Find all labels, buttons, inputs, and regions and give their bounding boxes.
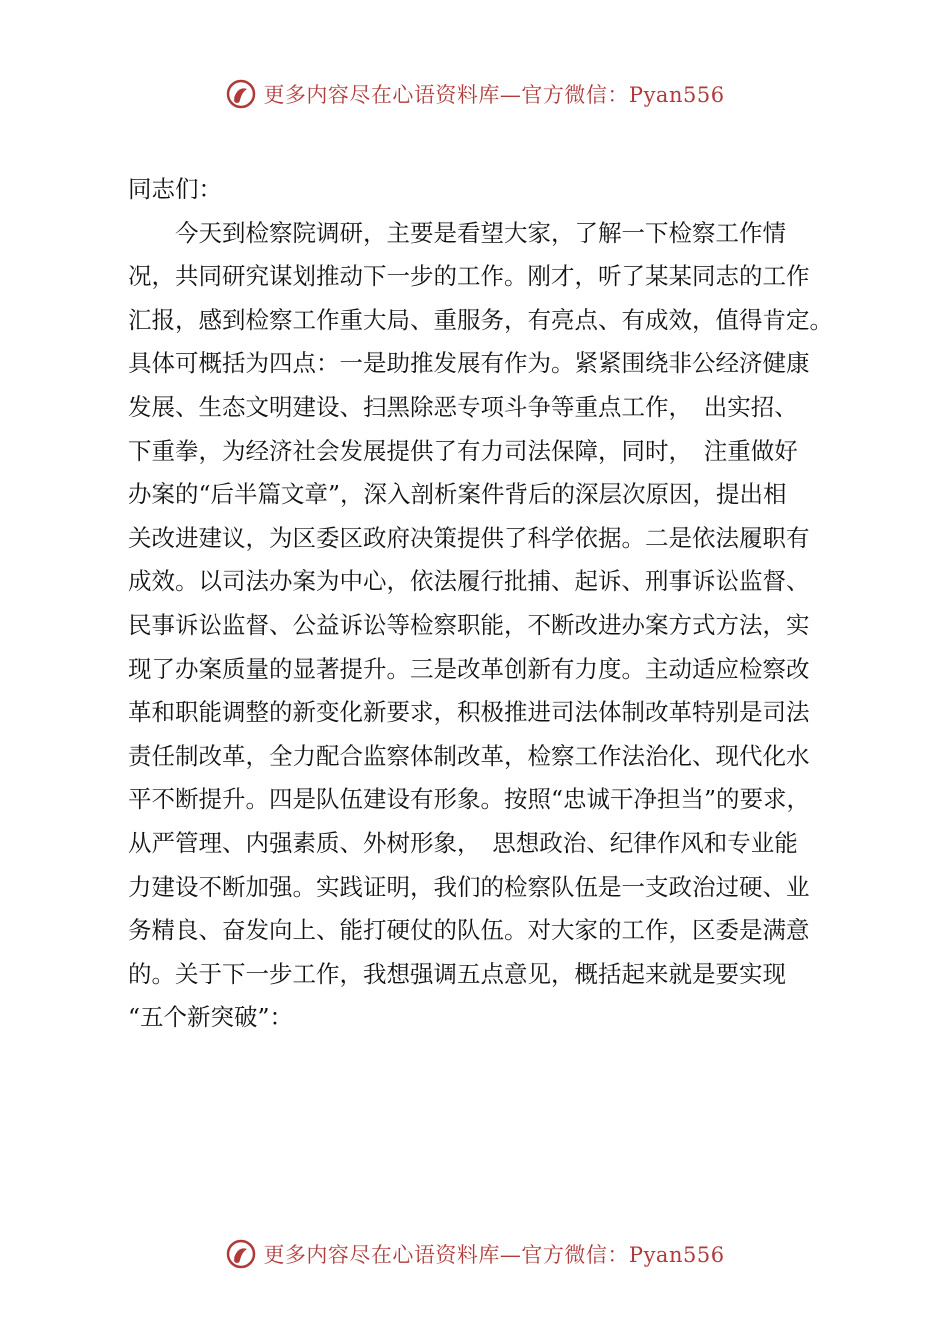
- paragraph-line: 汇报，感到检察工作重大局、重服务，有亮点、有成效，值得肯定。: [128, 305, 833, 334]
- paragraph-line: 发展、生态文明建设、扫黑除恶专项斗争等重点工作， 出实招、: [128, 392, 798, 421]
- paragraph-line: 的。关于下一步工作，我想强调五点意见，概括起来就是要实现: [128, 959, 786, 988]
- paragraph-line: 具体可概括为四点：一是助推发展有作为。紧紧围绕非公经济健康: [128, 349, 810, 378]
- paragraph-line: 成效。以司法办案为中心，依法履行批捕、起诉、刑事诉讼监督、: [128, 567, 810, 596]
- paragraph-line: 从严管理、内强素质、外树形象， 思想政治、纪律作风和专业能: [128, 828, 798, 857]
- header-watermark: [0, 70, 950, 118]
- paragraph-line: 责任制改革，全力配合监察体制改革，检察工作法治化、现代化水: [128, 741, 810, 770]
- paragraph-line: 务精良、奋发向上、能打硬仗的队伍。对大家的工作，区委是满意: [128, 916, 810, 945]
- paragraph-line: 民事诉讼监督、公益诉讼等检察职能，不断改进办案方式方法，实: [128, 610, 810, 639]
- document-body: [128, 168, 848, 1040]
- salutation: 同志们：: [128, 175, 222, 203]
- paragraph-line: 平不断提升。四是队伍建设有形象。按照“忠诚干净担当”的要求，: [128, 785, 811, 814]
- paragraph-line: “五个新突破”：: [128, 1003, 294, 1032]
- watermark-text: 更多内容尽在心语资料库—官方微信：Pyan556: [263, 83, 725, 107]
- paragraph-line: 况，共同研究谋划推动下一步的工作。刚才，听了某某同志的工作: [128, 262, 810, 291]
- paragraph-line: 现了办案质量的显著提升。三是改革创新有力度。主动适应检察改: [128, 654, 810, 683]
- paragraph-line: 办案的“后半篇文章”，深入剖析案件背后的深层次原因，提出相: [128, 480, 787, 509]
- paragraph-line: 关改进建议，为区委区政府决策提供了科学依据。二是依法履职有: [128, 523, 810, 552]
- paragraph-line: 下重拳，为经济社会发展提供了有力司法保障，同时， 注重做好: [128, 436, 798, 465]
- paragraph-line: 力建设不断加强。实践证明，我们的检察队伍是一支政治过硬、业: [128, 872, 810, 901]
- paragraph-line: 今天到检察院调研，主要是看望大家，了解一下检察工作情: [128, 218, 786, 247]
- footer-watermark: [0, 1230, 950, 1278]
- watermark-text: 更多内容尽在心语资料库—官方微信：Pyan556: [263, 1243, 725, 1267]
- brand-logo-icon: [225, 1238, 257, 1270]
- brand-logo-icon: [225, 78, 257, 110]
- paragraph-line: 革和职能调整的新变化新要求，积极推进司法体制改革特别是司法: [128, 698, 810, 727]
